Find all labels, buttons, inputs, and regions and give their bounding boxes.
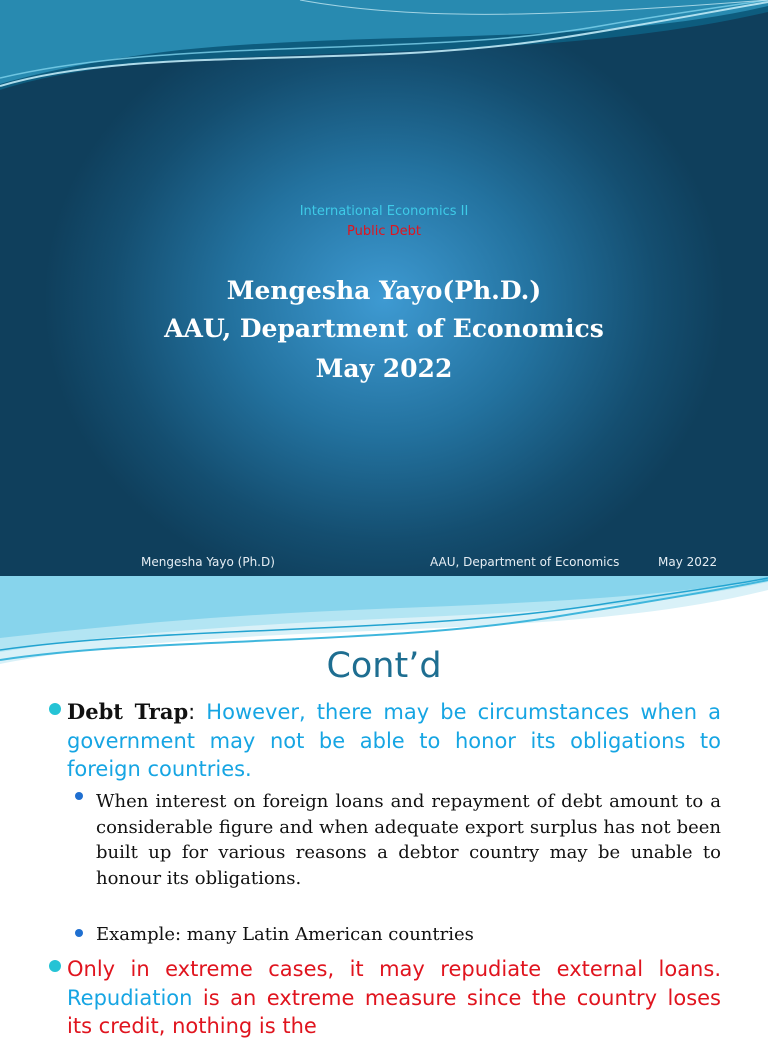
bullet-icon (49, 703, 61, 715)
repudiation-intro: Only in extreme cases, it may repudiate external loans. (67, 957, 721, 981)
repudiation-term: Repudiation (67, 985, 193, 1010)
repudiation-text: is an extreme measure since the country loses its credit, nothing is the (67, 985, 721, 1038)
content-slide (0, 576, 768, 1038)
course-title: International Economics II (299, 204, 469, 219)
repudiation-paragraph (67, 955, 721, 1041)
bullet-icon (49, 960, 61, 972)
author-name: Mengesha Yayo(Ph.D.) (226, 276, 542, 305)
footer-date: May 2022 (658, 555, 718, 569)
debt-trap-term: Debt Trap (67, 699, 189, 724)
sub-bullet-icon (75, 929, 83, 937)
sub-bullet-icon (75, 792, 83, 800)
example-text: Example: many Latin American countries (96, 924, 474, 945)
topic-title: Public Debt (347, 224, 421, 239)
footer-department: AAU, Department of Economics (430, 555, 620, 569)
sub-bullet-text: When interest on foreign loans and repayment of debt amount to a considerable figure and when adequate export surplus has not been built up for various reasons a debtor country may be unable to honour its obligations. (96, 791, 721, 889)
debt-trap-colon: : (188, 700, 196, 724)
department-name: AAU, Department of Economics (164, 314, 604, 343)
debt-trap-text: However, there may be circumstances when a government may not be able to honor its obligations to foreign countries. (67, 700, 721, 781)
wave-decoration (0, 0, 768, 110)
slide-title: Cont’d (326, 646, 442, 686)
footer-author: Mengesha Yayo (Ph.D) (141, 555, 275, 569)
presentation-date: May 2022 (315, 354, 453, 383)
debt-trap-paragraph (67, 698, 721, 784)
